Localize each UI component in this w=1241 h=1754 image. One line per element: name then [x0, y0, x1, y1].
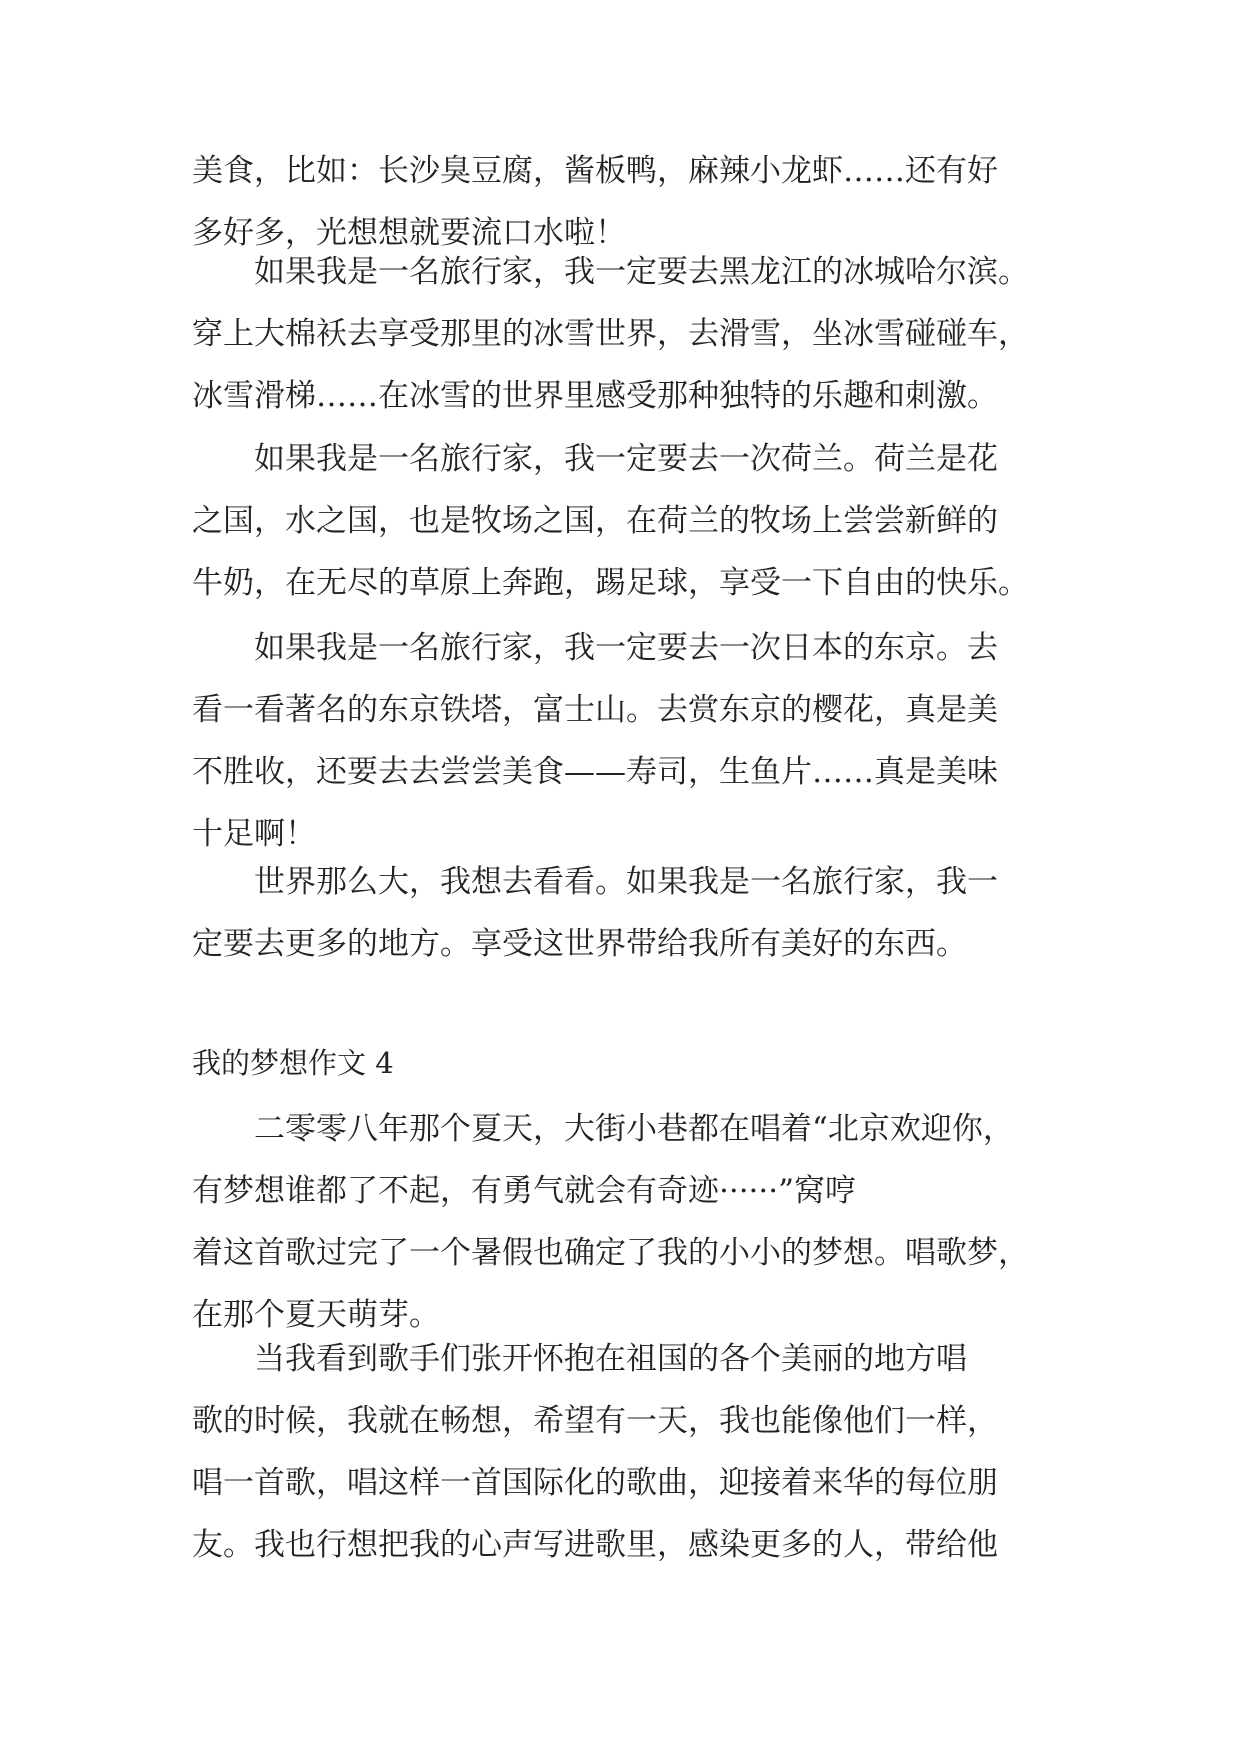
text-line: 如果我是一名旅行家，我一定要去一次荷兰。荷兰是花 — [254, 441, 998, 477]
text-line: 如果我是一名旅行家，我一定要去一次日本的东京。去 — [254, 630, 998, 666]
text-line: 不胜收，还要去去尝尝美食——寿司，生鱼片……真是美味 — [192, 754, 998, 790]
paragraph — [192, 1328, 1052, 1576]
paragraph — [192, 851, 1052, 975]
text-line: 十足啊！ — [192, 816, 316, 852]
section-title: 我的梦想作文 4 — [192, 1046, 394, 1080]
text-line: 穿上大棉袄去享受那里的冰雪世界，去滑雪，坐冰雪碰碰车， — [192, 316, 1029, 352]
text-line: 看一看著名的东京铁塔，富士山。去赏东京的樱花，真是美 — [192, 692, 998, 728]
text-line: 友。我也行想把我的心声写进歌里，感染更多的人，带给他 — [192, 1527, 998, 1563]
paragraph — [192, 617, 1052, 865]
text-line: 歌的时候，我就在畅想，希望有一天，我也能像他们一样， — [192, 1403, 998, 1439]
text-line: 定要去更多的地方。享受这世界带给我所有美好的东西。 — [192, 926, 967, 962]
text-line: 二零零八年那个夏天，大街小巷都在唱着“北京欢迎你， — [254, 1111, 1014, 1147]
text-line: 冰雪滑梯……在冰雪的世界里感受那种独特的乐趣和刺激。 — [192, 378, 998, 414]
text-line: 唱一首歌，唱这样一首国际化的歌曲，迎接着来华的每位朋 — [192, 1465, 998, 1501]
text-line: 有梦想谁都了不起，有勇气就会有奇迹······”窝哼 — [192, 1173, 856, 1209]
paragraph — [192, 1098, 1052, 1346]
text-line: 世界那么大，我想去看看。如果我是一名旅行家，我一 — [254, 864, 998, 900]
text-line: 之国，水之国，也是牧场之国，在荷兰的牧场上尝尝新鲜的 — [192, 503, 998, 539]
text-line: 牛奶，在无尽的草原上奔跑，踢足球，享受一下自由的快乐。 — [192, 565, 1029, 601]
text-line: 着这首歌过完了一个暑假也确定了我的小小的梦想。唱歌梦， — [192, 1235, 1029, 1271]
paragraph — [192, 241, 1052, 427]
section-heading — [192, 1032, 1052, 1094]
text-line: 美食，比如：长沙臭豆腐，酱板鸭，麻辣小龙虾……还有好 — [192, 153, 998, 189]
paragraph — [192, 428, 1052, 614]
text-line: 当我看到歌手们张开怀抱在祖国的各个美丽的地方唱 — [254, 1341, 967, 1377]
text-line: 如果我是一名旅行家，我一定要去黑龙江的冰城哈尔滨。 — [254, 254, 1029, 290]
text-line: 多好多，光想想就要流口水啦！ — [192, 215, 626, 251]
text-line: 在那个夏天萌芽。 — [192, 1297, 440, 1333]
